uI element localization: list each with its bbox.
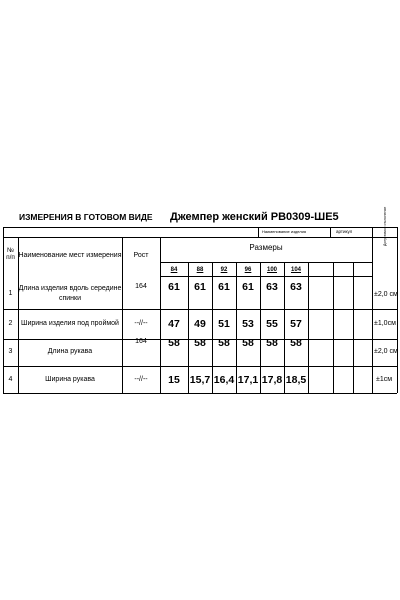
row-divider: [3, 309, 397, 310]
size-header: 84: [170, 267, 178, 273]
size-header: 88: [196, 267, 204, 273]
column-divider: [353, 262, 354, 393]
sizes-title: Размеры: [249, 243, 283, 252]
size-value: 53: [242, 318, 254, 330]
size-value: 61: [242, 281, 254, 293]
col-no-header: [3, 247, 18, 262]
column-divider: [122, 237, 123, 393]
column-divider: [333, 262, 334, 393]
size-value: 17,8: [261, 374, 283, 386]
size-value: 55: [266, 318, 278, 330]
row-height: --//--: [134, 376, 148, 383]
product-title: Джемпер женский PB0309-ШЕ5: [170, 211, 339, 223]
column-divider: [308, 262, 309, 393]
row-divider: [3, 366, 397, 367]
size-value: 58: [218, 337, 230, 349]
row-divider: [3, 237, 397, 238]
row-name: Длина изделия вдоль середине: [18, 285, 122, 292]
column-divider: [18, 237, 19, 393]
size-value: 63: [290, 281, 302, 293]
row-name: Длина рукава: [47, 348, 93, 355]
column-divider: [284, 262, 285, 393]
size-value: 18,5: [285, 374, 307, 386]
size-value: 58: [168, 337, 180, 349]
size-value: 61: [168, 281, 180, 293]
column-divider: [188, 262, 189, 393]
size-value: 58: [266, 337, 278, 349]
size-value: 17,1: [237, 374, 259, 386]
size-value: 49: [194, 318, 206, 330]
column-divider: [397, 227, 398, 393]
name-caption: Наименование изделия: [262, 229, 306, 234]
size-value: 61: [194, 281, 206, 293]
row-height: 164: [135, 283, 147, 290]
tolerance-header: Допустимое отклонение: [383, 206, 387, 246]
row-height: --//--: [134, 320, 148, 327]
row-name: Ширина рукава: [45, 376, 95, 383]
size-header: 104: [290, 267, 301, 273]
row-name-cont: спинки: [58, 295, 82, 302]
col-name-header: Наименование мест измерения: [18, 252, 122, 259]
size-header: 100: [266, 267, 277, 273]
column-divider: [160, 237, 161, 393]
size-value: 58: [194, 337, 206, 349]
column-divider: [236, 262, 237, 393]
header-divider: [258, 227, 259, 237]
size-value: 15: [168, 374, 180, 386]
row-divider: [160, 276, 372, 277]
row-tolerance: ±1,0см: [374, 320, 396, 327]
row-number: 4: [8, 376, 13, 383]
column-divider: [212, 262, 213, 393]
section-title: ИЗМЕРЕНИЯ В ГОТОВОМ ВИДЕ: [19, 212, 153, 222]
row-name: Ширина изделия под проймой: [21, 320, 119, 327]
size-value: 57: [290, 318, 302, 330]
table-border-top: [3, 227, 397, 228]
size-value: 58: [290, 337, 302, 349]
row-tolerance: ±2,0 см: [374, 348, 398, 355]
col-no-line2: п/п: [6, 254, 15, 262]
size-value: 58: [242, 337, 254, 349]
size-value: 16,4: [213, 374, 235, 386]
column-divider: [260, 262, 261, 393]
size-value: 47: [168, 318, 180, 330]
size-header: 96: [244, 267, 252, 273]
header-divider: [330, 227, 331, 237]
table-border-bottom: [3, 393, 397, 394]
col-no-line1: №: [7, 247, 14, 254]
size-header: 92: [220, 267, 228, 273]
size-value: 63: [266, 281, 278, 293]
column-divider: [372, 227, 373, 393]
size-value: 15,7: [189, 374, 211, 386]
row-number: 3: [8, 348, 13, 355]
article-caption: артикул: [336, 229, 353, 234]
row-tolerance: ±2,0 см: [374, 291, 398, 298]
col-height-header: Рост: [133, 252, 149, 259]
size-value: 61: [218, 281, 230, 293]
row-tolerance: ±1см: [376, 376, 393, 383]
row-number: 2: [8, 320, 13, 327]
size-value: 51: [218, 318, 230, 330]
row-divider: [160, 262, 372, 263]
row-number: 1: [8, 290, 13, 297]
row-height: 164: [135, 338, 147, 345]
